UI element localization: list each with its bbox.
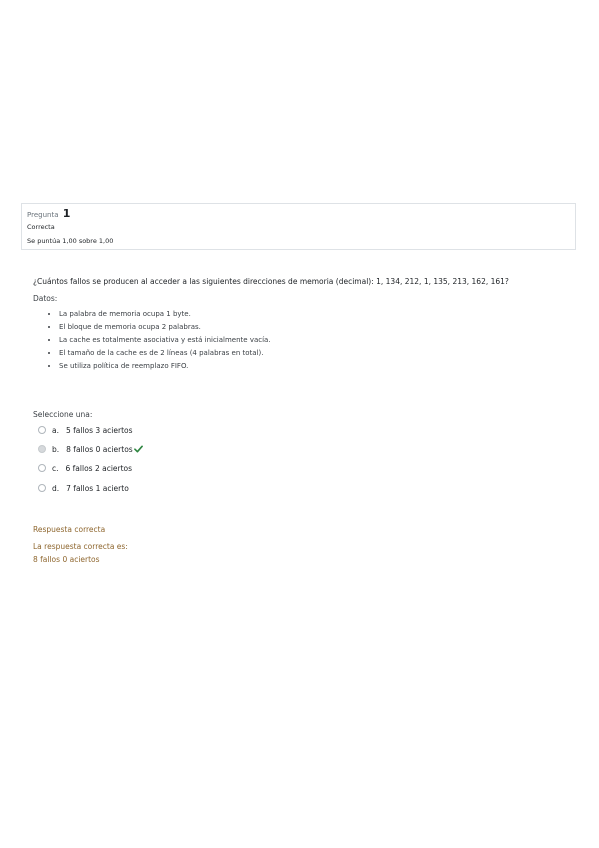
option-text: 7 fallos 1 acierto — [66, 483, 129, 493]
option-letter: d. — [52, 483, 60, 493]
radio-button-selected[interactable] — [38, 445, 46, 453]
radio-button[interactable] — [38, 464, 46, 472]
feedback-result: Respuesta correcta — [33, 525, 106, 534]
question-content — [33, 276, 573, 373]
question-number: 1 — [62, 207, 71, 220]
list-item: • La palabra de memoria ocupa 1 byte. — [59, 308, 573, 321]
option-text: 5 fallos 3 aciertos — [65, 425, 133, 435]
question-state: Correcta — [27, 223, 55, 231]
radio-button[interactable] — [38, 484, 46, 492]
answer-option-b[interactable] — [38, 442, 143, 456]
question-text: ¿Cuántos fallos se producen al acceder a las siguientes direcciones de memoria (decimal): 1, 134, 212, 1, 135, 213, 162, 161? — [33, 277, 509, 286]
question-label: Pregunta — [27, 211, 59, 219]
datos-label: Datos: — [33, 294, 58, 303]
question-header — [27, 208, 575, 221]
answer-option-a[interactable] — [38, 423, 133, 437]
question-grade: Se puntúa 1,00 sobre 1,00 — [27, 237, 114, 245]
answer-option-d[interactable] — [38, 481, 129, 495]
list-item: • El bloque de memoria ocupa 2 palabras. — [59, 321, 573, 334]
list-item: • La cache es totalmente asociativa y está inicialmente vacía. — [59, 334, 573, 347]
option-letter: c. — [52, 463, 59, 473]
option-text: 8 fallos 0 aciertos — [66, 444, 133, 454]
list-item: • El tamaño de la cache es de 2 líneas (4 palabras en total). — [59, 347, 573, 360]
option-text: 6 fallos 2 aciertos — [65, 463, 133, 473]
list-item: • Se utiliza política de reemplazo FIFO. — [59, 360, 573, 373]
answer-prompt: Seleccione una: — [33, 410, 93, 419]
correct-answer-text: 8 fallos 0 aciertos — [33, 555, 100, 564]
radio-button[interactable] — [38, 426, 46, 434]
correct-answer-label: La respuesta correcta es: — [33, 542, 128, 551]
check-icon — [134, 445, 143, 453]
option-letter: b. — [52, 444, 60, 454]
option-letter: a. — [52, 425, 59, 435]
datos-list — [33, 308, 573, 373]
question-info-box — [21, 203, 576, 250]
answer-option-c[interactable] — [38, 461, 132, 475]
